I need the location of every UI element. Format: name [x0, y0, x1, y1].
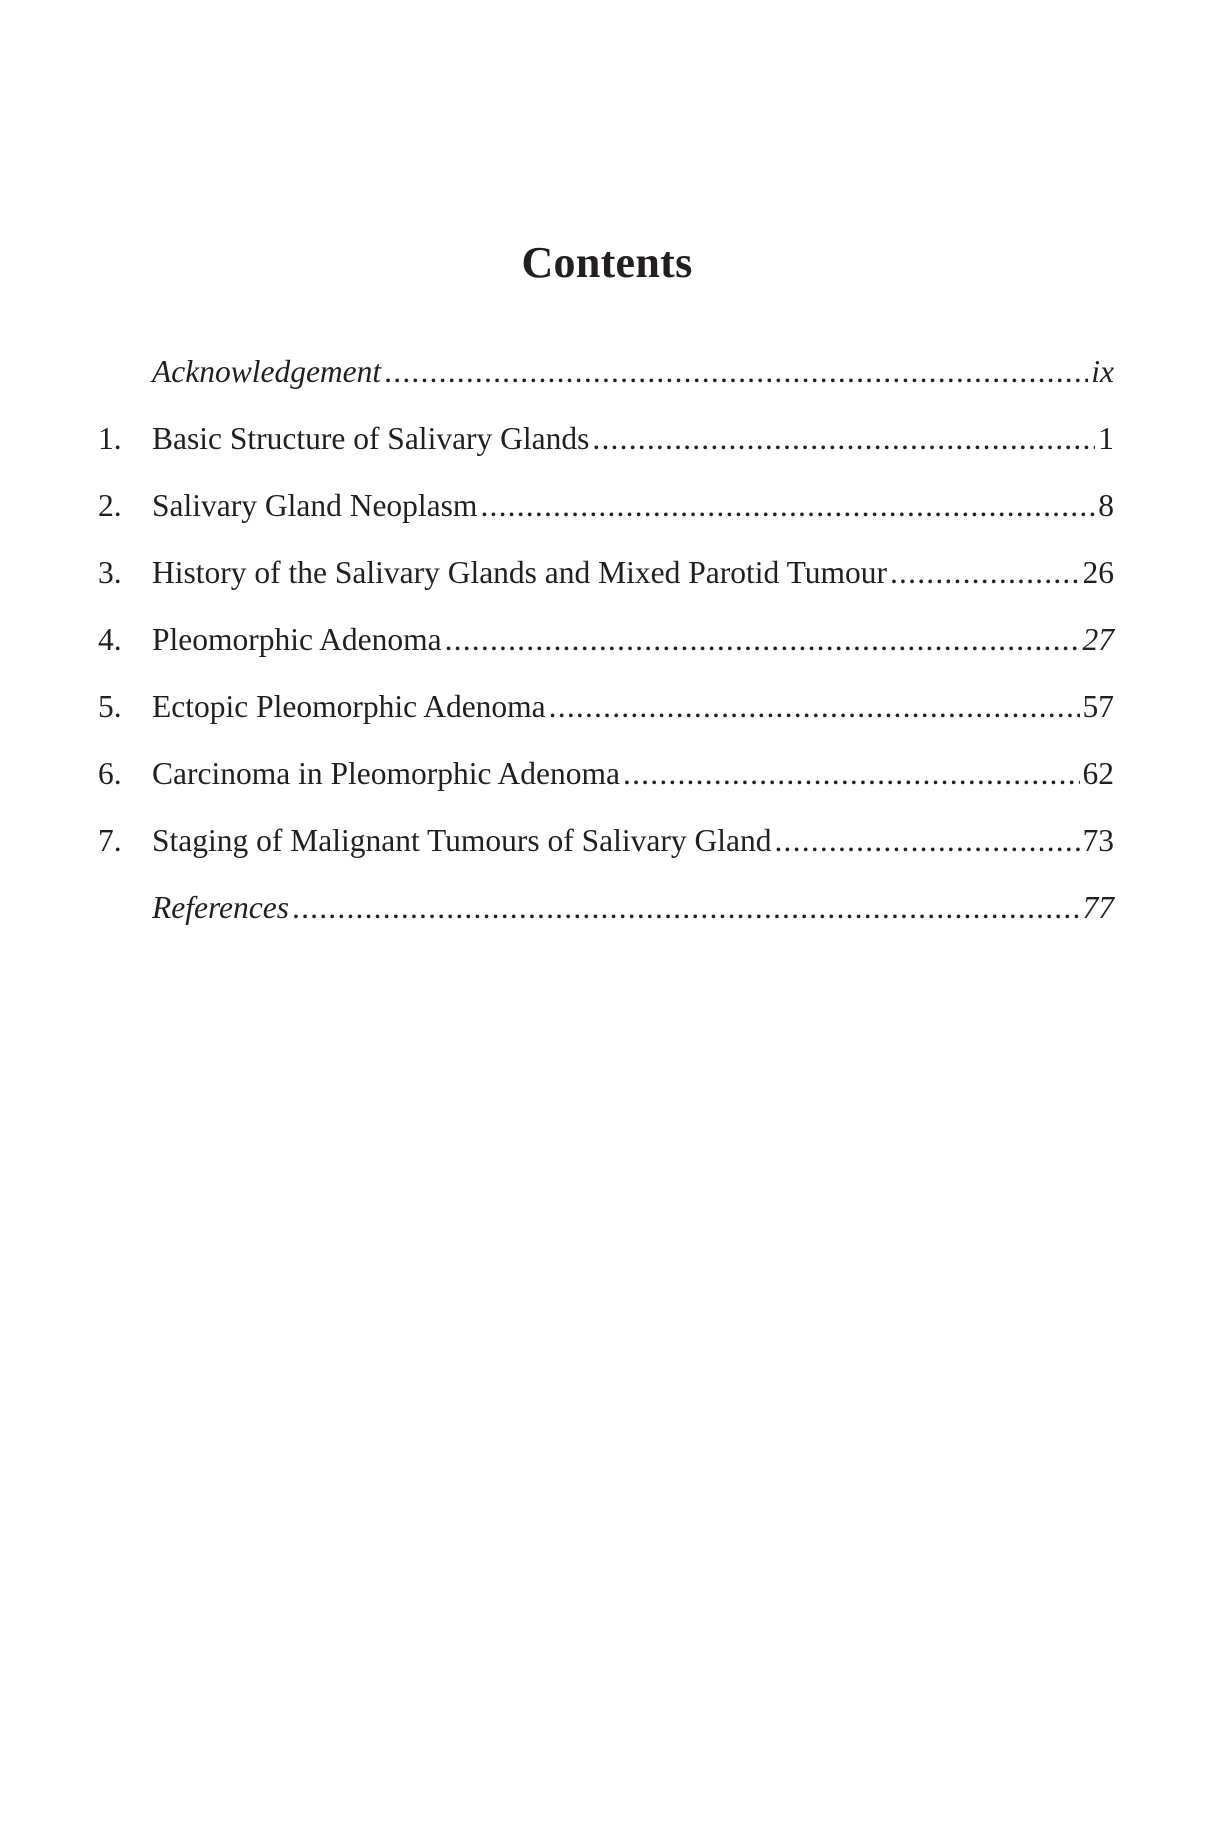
toc-entry[interactable]	[98, 886, 1114, 930]
toc-entry-number: 3.	[98, 555, 122, 590]
toc-entry-page: 1	[1098, 421, 1114, 456]
toc-entry-page: 73	[1082, 823, 1114, 858]
toc-entry-number: 2.	[98, 488, 122, 523]
toc-entry-page: 57	[1082, 689, 1114, 724]
toc-entry-title: Salivary Gland Neoplasm	[152, 488, 478, 523]
toc-entry[interactable]	[98, 350, 1114, 394]
toc-entry[interactable]	[98, 752, 1114, 796]
toc-entry-number: 5.	[98, 689, 122, 724]
toc-entry-page: ix	[1091, 354, 1114, 389]
toc-entry[interactable]	[98, 819, 1114, 863]
toc-entry-page: 62	[1082, 756, 1114, 791]
toc-entry-number: 6.	[98, 756, 122, 791]
dot-leader	[292, 886, 1080, 930]
toc-entry-title: Basic Structure of Salivary Glands	[152, 421, 590, 456]
toc-entry[interactable]	[98, 551, 1114, 595]
toc-entry-title: Ectopic Pleomorphic Adenoma	[152, 689, 546, 724]
toc-entry-page: 26	[1082, 555, 1114, 590]
dot-leader	[445, 618, 1080, 662]
toc-entry-number: 1.	[98, 421, 122, 456]
toc-entry-number: 4.	[98, 622, 122, 657]
toc-entry-title: Staging of Malignant Tumours of Salivary Gland	[152, 823, 772, 858]
toc-entry-page: 27	[1082, 622, 1114, 657]
toc-entry[interactable]	[98, 417, 1114, 461]
toc-entry-title: Acknowledgement	[152, 354, 382, 389]
toc-entry[interactable]	[98, 685, 1114, 729]
page-title: Contents	[521, 238, 693, 287]
dot-leader	[480, 484, 1095, 528]
dot-leader	[890, 551, 1080, 595]
toc-entry[interactable]	[98, 618, 1114, 662]
dot-leader	[384, 350, 1088, 394]
toc-entry-number: 7.	[98, 823, 122, 858]
toc-entry-title: Pleomorphic Adenoma	[152, 622, 442, 657]
toc-entry-title: Carcinoma in Pleomorphic Adenoma	[152, 756, 621, 791]
toc-entry-title: History of the Salivary Glands and Mixed Parotid Tumour	[152, 555, 887, 590]
dot-leader	[592, 417, 1095, 461]
dot-leader	[549, 685, 1080, 729]
toc-entry[interactable]	[98, 484, 1114, 528]
dot-leader	[774, 819, 1079, 863]
toc-entry-page: 8	[1098, 488, 1114, 523]
toc-entry-title: References	[152, 890, 289, 925]
dot-leader	[623, 752, 1079, 796]
toc-entry-page: 77	[1082, 890, 1114, 925]
